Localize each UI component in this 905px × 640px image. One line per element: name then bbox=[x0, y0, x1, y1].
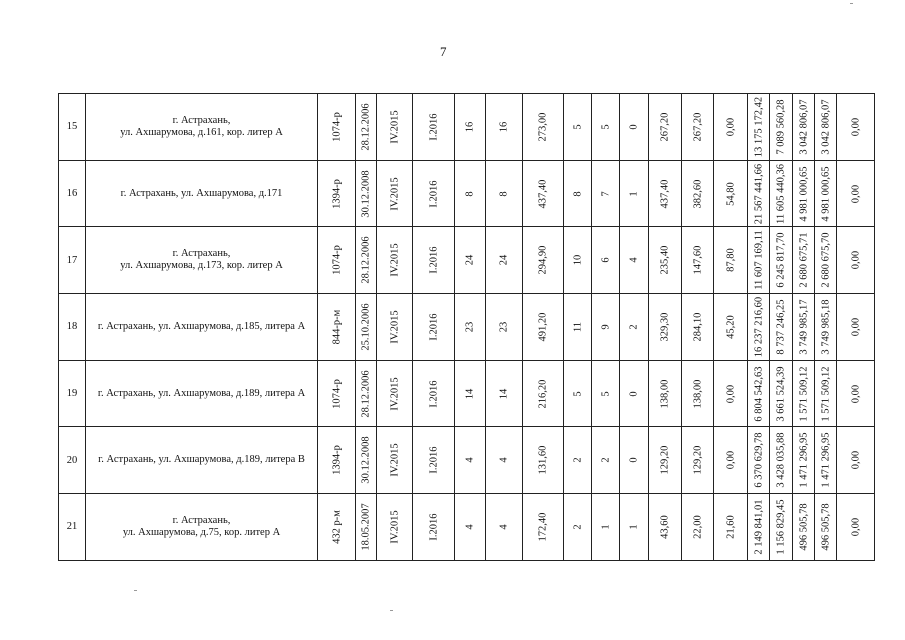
value-text: 1 571 509,12 bbox=[798, 366, 809, 422]
value-text: 0,00 bbox=[850, 251, 861, 270]
value-text: 0,00 bbox=[850, 451, 861, 470]
value-text: 0,00 bbox=[725, 117, 736, 137]
value-cell bbox=[620, 227, 649, 294]
value-cell bbox=[523, 294, 564, 361]
value-cell bbox=[455, 160, 486, 227]
value-text: 4 bbox=[628, 257, 640, 263]
value-text: 1074-р bbox=[331, 245, 342, 276]
value-cell bbox=[455, 294, 486, 361]
value-cell bbox=[815, 294, 837, 361]
value-cell bbox=[592, 94, 620, 161]
value-cell bbox=[748, 494, 770, 561]
value-cell bbox=[377, 294, 413, 361]
address-line: ул. Ахшарумова, д.161, кор. литер А bbox=[120, 126, 283, 138]
value-cell bbox=[620, 494, 649, 561]
value-cell bbox=[770, 360, 793, 427]
value-cell bbox=[620, 294, 649, 361]
value-cell bbox=[377, 494, 413, 561]
value-text: IV.2015 bbox=[389, 443, 400, 477]
value-text: 0,00 bbox=[850, 384, 861, 403]
address-line: г. Астрахань, ул. Ахшарумова, д.189, литера В bbox=[98, 454, 305, 466]
value-text: 23 bbox=[464, 321, 476, 333]
value-text: 4 bbox=[498, 524, 510, 530]
value-text: 0,00 bbox=[850, 117, 861, 137]
value-cell bbox=[413, 294, 455, 361]
value-cell bbox=[620, 160, 649, 227]
value-text: 437,40 bbox=[537, 179, 549, 208]
value-text: 3 428 035,88 bbox=[775, 432, 787, 488]
value-cell bbox=[837, 360, 875, 427]
value-cell bbox=[592, 494, 620, 561]
scan-speck bbox=[850, 3, 853, 4]
value-text: 1074-р bbox=[331, 111, 342, 142]
value-text: IV.2015 bbox=[389, 110, 400, 144]
value-cell bbox=[356, 360, 377, 427]
value-text: 3 042 806,07 bbox=[798, 99, 809, 155]
value-text: 7 bbox=[600, 190, 611, 197]
table-row bbox=[59, 94, 875, 161]
value-cell bbox=[592, 427, 620, 494]
value-text: 1 471 296,95 bbox=[820, 432, 831, 488]
value-text: 28.12.2006 bbox=[360, 103, 372, 151]
value-text: 16 bbox=[464, 121, 476, 133]
value-cell bbox=[377, 427, 413, 494]
value-cell bbox=[356, 160, 377, 227]
value-text: 8 737 246,25 bbox=[775, 299, 787, 355]
value-text: 1 bbox=[628, 190, 640, 197]
value-text: 172,40 bbox=[537, 512, 549, 542]
row-number: 20 bbox=[59, 427, 86, 494]
value-cell bbox=[770, 94, 793, 161]
value-cell bbox=[564, 94, 592, 161]
value-text: I.2016 bbox=[428, 380, 439, 408]
value-text: 1 571 509,12 bbox=[820, 366, 831, 422]
value-text: 267,20 bbox=[692, 112, 703, 142]
value-cell bbox=[620, 94, 649, 161]
value-cell bbox=[564, 227, 592, 294]
value-text: 129,20 bbox=[659, 445, 671, 475]
value-cell bbox=[356, 294, 377, 361]
row-number: 16 bbox=[59, 160, 86, 227]
row-number: 19 bbox=[59, 360, 86, 427]
value-text: 28.12.2006 bbox=[360, 236, 372, 284]
value-cell bbox=[770, 160, 793, 227]
value-cell bbox=[523, 427, 564, 494]
value-text: 2 680 675,70 bbox=[820, 232, 831, 288]
value-cell bbox=[770, 294, 793, 361]
value-text: 28.12.2006 bbox=[360, 369, 372, 418]
address-line: г. Астрахань, ул. Ахшарумова, д.189, литера А bbox=[97, 387, 306, 399]
value-cell bbox=[486, 494, 523, 561]
row-number: 21 bbox=[59, 494, 86, 561]
value-cell bbox=[682, 427, 714, 494]
value-cell bbox=[564, 427, 592, 494]
value-cell bbox=[523, 160, 564, 227]
value-cell bbox=[356, 494, 377, 561]
value-cell bbox=[714, 360, 748, 427]
address-cell bbox=[86, 160, 318, 227]
value-cell bbox=[318, 360, 356, 427]
address-line: г. Астрахань, bbox=[172, 514, 231, 526]
value-text: I.2016 bbox=[428, 113, 439, 141]
value-text: 3 749 985,18 bbox=[820, 299, 831, 355]
value-cell bbox=[714, 227, 748, 294]
value-text: 14 bbox=[498, 388, 510, 399]
table-row bbox=[59, 227, 875, 294]
value-cell bbox=[486, 160, 523, 227]
value-cell bbox=[815, 94, 837, 161]
value-cell bbox=[318, 227, 356, 294]
value-text: 24 bbox=[464, 254, 476, 266]
value-text: 131,60 bbox=[537, 445, 549, 475]
value-cell bbox=[649, 427, 682, 494]
value-text: 1394-р bbox=[331, 178, 342, 209]
value-cell bbox=[815, 227, 837, 294]
value-cell bbox=[413, 427, 455, 494]
value-cell bbox=[649, 227, 682, 294]
value-text: 294,90 bbox=[537, 245, 549, 275]
table-row bbox=[59, 294, 875, 361]
value-cell bbox=[413, 360, 455, 427]
value-text: 382,60 bbox=[692, 179, 703, 208]
value-text: 18.05.2007 bbox=[360, 503, 372, 551]
value-cell bbox=[486, 94, 523, 161]
value-text: 5 bbox=[572, 390, 583, 397]
value-cell bbox=[318, 427, 356, 494]
address-line: г. Астрахань, bbox=[172, 114, 231, 126]
value-cell bbox=[455, 360, 486, 427]
value-cell bbox=[620, 360, 649, 427]
value-cell bbox=[356, 427, 377, 494]
value-cell bbox=[564, 360, 592, 427]
value-cell bbox=[714, 94, 748, 161]
value-text: 21 567 441,66 bbox=[753, 163, 764, 224]
scan-speck bbox=[390, 610, 393, 611]
value-text: 6 370 629,78 bbox=[753, 432, 764, 488]
address-line: г. Астрахань, bbox=[172, 248, 231, 260]
value-cell bbox=[592, 294, 620, 361]
value-text: 11 bbox=[572, 321, 583, 332]
address-line: ул. Ахшарумова, д.75, кор. литер А bbox=[122, 526, 281, 538]
value-text: 496 505,78 bbox=[820, 503, 831, 551]
value-cell bbox=[318, 160, 356, 227]
value-text: 11 605 440,36 bbox=[775, 163, 787, 224]
value-cell bbox=[649, 294, 682, 361]
data-table bbox=[58, 93, 875, 561]
value-text: 1074-р bbox=[331, 378, 342, 409]
value-text: 43,60 bbox=[659, 515, 671, 539]
value-text: 5 bbox=[600, 390, 611, 397]
value-cell bbox=[455, 227, 486, 294]
value-cell bbox=[564, 160, 592, 227]
value-cell bbox=[815, 427, 837, 494]
value-cell bbox=[564, 494, 592, 561]
value-text: 7 089 560,28 bbox=[775, 99, 787, 155]
value-cell bbox=[682, 360, 714, 427]
value-text: 0,00 bbox=[850, 317, 861, 337]
row-number: 15 bbox=[59, 94, 86, 161]
value-cell bbox=[793, 360, 815, 427]
value-cell bbox=[649, 494, 682, 561]
value-text: 4 bbox=[464, 524, 476, 530]
value-text: 138,00 bbox=[692, 379, 703, 409]
value-text: 1394-р bbox=[331, 445, 342, 476]
value-text: 11 607 169,11 bbox=[753, 230, 764, 291]
value-text: 235,40 bbox=[659, 245, 671, 275]
value-text: 1 bbox=[600, 524, 611, 530]
value-cell bbox=[837, 494, 875, 561]
value-text: I.2016 bbox=[428, 313, 439, 341]
value-cell bbox=[748, 160, 770, 227]
value-text: 491,20 bbox=[537, 312, 549, 342]
address-cell bbox=[86, 494, 318, 561]
value-text: IV.2015 bbox=[389, 243, 400, 277]
row-number: 18 bbox=[59, 294, 86, 361]
value-cell bbox=[377, 160, 413, 227]
value-cell bbox=[592, 160, 620, 227]
value-text: 23 bbox=[498, 321, 510, 333]
value-cell bbox=[413, 94, 455, 161]
value-text: 844-р-м bbox=[331, 309, 342, 345]
value-text: 2 bbox=[628, 324, 640, 330]
value-text: 4 bbox=[464, 457, 476, 463]
value-text: 21,60 bbox=[725, 515, 736, 539]
value-cell bbox=[837, 94, 875, 161]
value-cell bbox=[714, 160, 748, 227]
address-cell bbox=[86, 427, 318, 494]
table-row bbox=[59, 160, 875, 227]
value-text: 2 680 675,71 bbox=[798, 232, 809, 288]
value-text: 0,00 bbox=[850, 517, 861, 537]
value-cell bbox=[486, 360, 523, 427]
value-text: 14 bbox=[464, 388, 476, 399]
value-cell bbox=[714, 427, 748, 494]
value-text: 0,00 bbox=[725, 384, 736, 403]
table-row bbox=[59, 494, 875, 561]
value-text: 432 р-м bbox=[331, 510, 342, 544]
value-text: 4 bbox=[498, 457, 510, 463]
value-cell bbox=[815, 160, 837, 227]
value-cell bbox=[714, 294, 748, 361]
value-cell bbox=[714, 494, 748, 561]
value-cell bbox=[455, 94, 486, 161]
value-cell bbox=[748, 227, 770, 294]
value-cell bbox=[318, 494, 356, 561]
value-cell bbox=[413, 160, 455, 227]
value-cell bbox=[318, 294, 356, 361]
value-text: 25.10.2006 bbox=[360, 303, 372, 351]
value-text: 5 bbox=[600, 124, 611, 130]
value-text: 0 bbox=[628, 124, 640, 130]
value-cell bbox=[486, 227, 523, 294]
value-text: 8 bbox=[498, 190, 510, 197]
value-cell bbox=[455, 427, 486, 494]
value-cell bbox=[455, 494, 486, 561]
value-text: 2 bbox=[572, 524, 583, 530]
value-cell bbox=[682, 294, 714, 361]
value-cell bbox=[837, 160, 875, 227]
value-text: 3 042 806,07 bbox=[820, 99, 831, 155]
value-text: IV.2015 bbox=[389, 510, 400, 544]
value-text: 9 bbox=[600, 324, 611, 330]
value-cell bbox=[377, 227, 413, 294]
value-text: 30.12.2008 bbox=[360, 436, 372, 484]
value-cell bbox=[356, 227, 377, 294]
value-cell bbox=[793, 294, 815, 361]
value-cell bbox=[793, 227, 815, 294]
value-text: 24 bbox=[498, 254, 510, 266]
value-cell bbox=[413, 494, 455, 561]
value-text: I.2016 bbox=[428, 179, 439, 208]
address-cell bbox=[86, 227, 318, 294]
value-cell bbox=[770, 494, 793, 561]
value-cell bbox=[649, 94, 682, 161]
value-text: IV.2015 bbox=[389, 310, 400, 344]
address-line: г. Астрахань, ул. Ахшарумова, д.185, литера А bbox=[97, 320, 306, 332]
value-cell bbox=[523, 227, 564, 294]
value-text: 45,20 bbox=[725, 315, 736, 339]
value-text: 10 bbox=[572, 254, 583, 266]
value-text: 3 661 524,39 bbox=[775, 366, 787, 422]
value-text: 437,40 bbox=[659, 179, 671, 208]
value-text: IV.2015 bbox=[389, 376, 400, 411]
value-cell bbox=[837, 427, 875, 494]
value-cell bbox=[682, 494, 714, 561]
value-cell bbox=[523, 360, 564, 427]
value-text: 2 bbox=[600, 457, 611, 463]
value-text: 22,00 bbox=[692, 515, 703, 539]
value-text: 8 bbox=[464, 190, 476, 197]
value-text: 3 749 985,17 bbox=[798, 299, 809, 355]
value-cell bbox=[815, 494, 837, 561]
value-text: 4 981 000,65 bbox=[820, 165, 831, 222]
value-text: 2 bbox=[572, 457, 583, 463]
value-cell bbox=[377, 94, 413, 161]
value-cell bbox=[649, 160, 682, 227]
value-text: 87,80 bbox=[725, 248, 736, 273]
value-cell bbox=[770, 427, 793, 494]
value-text: 329,30 bbox=[659, 312, 671, 342]
value-cell bbox=[793, 494, 815, 561]
value-text: 129,20 bbox=[692, 445, 703, 475]
value-text: 13 175 172,42 bbox=[753, 96, 764, 158]
value-cell bbox=[682, 227, 714, 294]
value-text: 6 804 542,63 bbox=[753, 366, 764, 422]
value-text: 1 471 296,95 bbox=[798, 432, 809, 488]
value-text: 5 bbox=[572, 124, 583, 130]
table-row bbox=[59, 360, 875, 427]
value-text: 6 245 817,70 bbox=[775, 232, 787, 288]
address-cell bbox=[86, 94, 318, 161]
value-text: 284,10 bbox=[692, 312, 703, 342]
value-text: I.2016 bbox=[428, 246, 439, 274]
value-cell bbox=[620, 427, 649, 494]
value-cell bbox=[815, 360, 837, 427]
value-text: 16 237 216,60 bbox=[753, 296, 764, 358]
value-text: 16 bbox=[498, 121, 510, 133]
value-text: 0 bbox=[628, 457, 640, 463]
value-text: 54,80 bbox=[725, 181, 736, 206]
table-row bbox=[59, 427, 875, 494]
value-cell bbox=[564, 294, 592, 361]
address-line: ул. Ахшарумова, д.173, кор. литер А bbox=[120, 260, 283, 272]
address-line: г. Астрахань, ул. Ахшарумова, д.171 bbox=[120, 187, 283, 199]
value-text: I.2016 bbox=[428, 446, 439, 474]
value-cell bbox=[682, 160, 714, 227]
value-text: 0,00 bbox=[850, 184, 861, 203]
value-cell bbox=[682, 94, 714, 161]
row-number: 17 bbox=[59, 227, 86, 294]
value-cell bbox=[486, 294, 523, 361]
value-cell bbox=[748, 294, 770, 361]
value-cell bbox=[837, 227, 875, 294]
value-text: 0,00 bbox=[725, 451, 736, 470]
value-cell bbox=[793, 427, 815, 494]
value-text: 496 505,78 bbox=[798, 503, 809, 551]
value-cell bbox=[592, 360, 620, 427]
value-cell bbox=[837, 294, 875, 361]
value-text: 1 156 829,45 bbox=[775, 499, 787, 555]
value-cell bbox=[356, 94, 377, 161]
value-cell bbox=[748, 94, 770, 161]
value-text: IV.2015 bbox=[389, 176, 400, 211]
value-cell bbox=[523, 94, 564, 161]
address-cell bbox=[86, 294, 318, 361]
value-cell bbox=[377, 360, 413, 427]
value-text: 267,20 bbox=[659, 112, 671, 142]
scan-speck bbox=[134, 590, 137, 591]
value-text: 30.12.2008 bbox=[360, 169, 372, 218]
value-text: I.2016 bbox=[428, 513, 439, 541]
value-cell bbox=[413, 227, 455, 294]
value-text: 273,00 bbox=[537, 112, 549, 142]
value-cell bbox=[486, 427, 523, 494]
value-cell bbox=[770, 227, 793, 294]
value-text: 2 149 841,01 bbox=[753, 499, 764, 555]
value-text: 147,60 bbox=[692, 245, 703, 275]
value-text: 8 bbox=[572, 190, 583, 197]
value-cell bbox=[318, 94, 356, 161]
value-text: 1 bbox=[628, 524, 640, 530]
value-text: 6 bbox=[600, 257, 611, 263]
value-text: 0 bbox=[628, 390, 640, 397]
value-text: 216,20 bbox=[537, 379, 549, 409]
value-cell bbox=[748, 360, 770, 427]
value-cell bbox=[649, 360, 682, 427]
value-cell bbox=[793, 160, 815, 227]
value-cell bbox=[793, 94, 815, 161]
page-number: 7 bbox=[440, 44, 447, 59]
value-cell bbox=[748, 427, 770, 494]
value-text: 4 981 000,65 bbox=[798, 165, 809, 222]
address-cell bbox=[86, 360, 318, 427]
value-cell bbox=[592, 227, 620, 294]
value-text: 138,00 bbox=[659, 379, 671, 409]
value-cell bbox=[523, 494, 564, 561]
